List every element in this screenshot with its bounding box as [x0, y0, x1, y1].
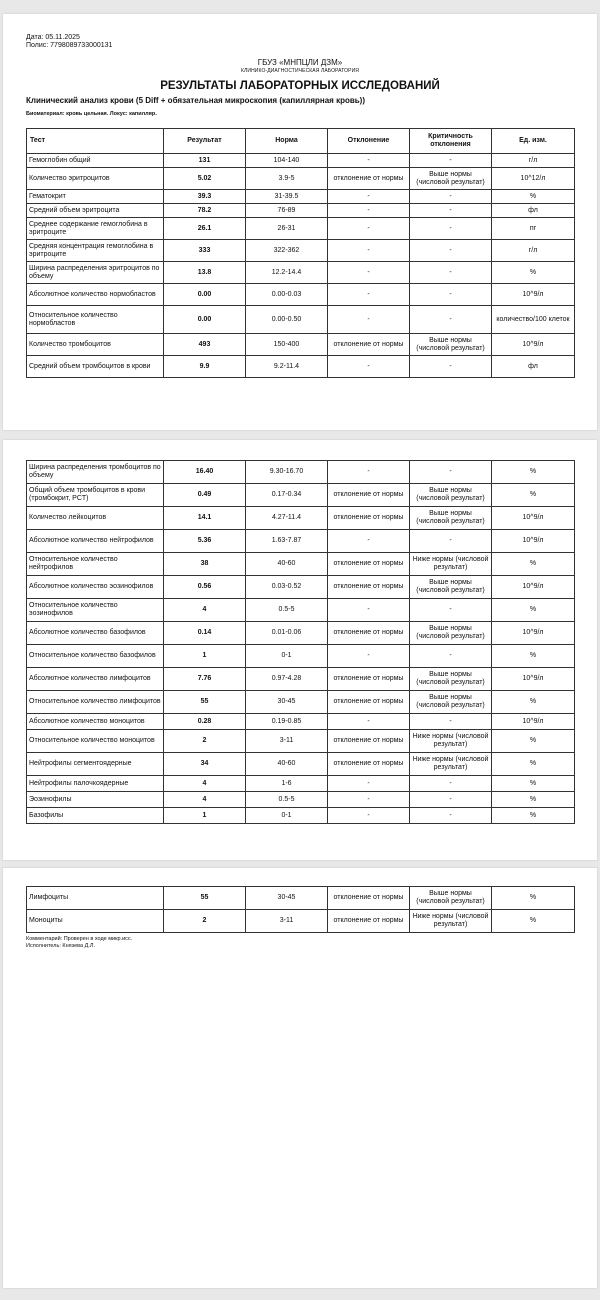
table-row — [27, 753, 575, 776]
cell-unit: % — [492, 887, 575, 910]
cell-unit: количество/100 клеток — [492, 306, 575, 334]
cell-norm: 0.5-5 — [246, 792, 328, 808]
table-row — [27, 714, 575, 730]
cell-criticality: - — [410, 792, 492, 808]
cell-norm: 0-1 — [246, 645, 328, 668]
cell-test-name: Абсолютное количество лимфоцитов — [27, 668, 164, 691]
table-row — [27, 204, 575, 218]
cell-norm: 3-11 — [246, 730, 328, 753]
cell-test-name: Абсолютное количество нейтрофилов — [27, 530, 164, 553]
cell-result: 0.14 — [164, 622, 246, 645]
cell-criticality: Выше нормы (числовой результат) — [410, 576, 492, 599]
table-row — [27, 154, 575, 168]
col-header-test: Тест — [27, 129, 164, 154]
cell-criticality: Выше нормы (числовой результат) — [410, 887, 492, 910]
cell-criticality: Выше нормы (числовой результат) — [410, 168, 492, 190]
cell-deviation: отклонение от нормы — [328, 168, 410, 190]
cell-result: 34 — [164, 753, 246, 776]
table-row — [27, 730, 575, 753]
cell-unit: 10^9/л — [492, 530, 575, 553]
cell-result: 38 — [164, 553, 246, 576]
cell-deviation: - — [328, 218, 410, 240]
cell-norm: 150-400 — [246, 334, 328, 356]
report-date: Дата: 05.11.2025 — [26, 34, 80, 41]
cell-unit: фл — [492, 356, 575, 378]
cell-deviation: - — [328, 599, 410, 622]
cell-deviation: отклонение от нормы — [328, 484, 410, 507]
table-row — [27, 776, 575, 792]
cell-unit: 10^9/л — [492, 576, 575, 599]
cell-result: 4 — [164, 776, 246, 792]
cell-result: 131 — [164, 154, 246, 168]
cell-test-name: Моноциты — [27, 910, 164, 933]
col-header-criticality: Критичность отклонения — [410, 129, 492, 154]
cell-criticality: Выше нормы (числовой результат) — [410, 484, 492, 507]
cell-deviation: - — [328, 154, 410, 168]
table-row — [27, 168, 575, 190]
cell-deviation: - — [328, 792, 410, 808]
cell-test-name: Количество эритроцитов — [27, 168, 164, 190]
cell-criticality: Выше нормы (числовой результат) — [410, 691, 492, 714]
cell-criticality: Выше нормы (числовой результат) — [410, 507, 492, 530]
cell-criticality: - — [410, 218, 492, 240]
cell-result: 78.2 — [164, 204, 246, 218]
cell-unit: % — [492, 599, 575, 622]
cell-unit: 10^9/л — [492, 714, 575, 730]
cell-test-name: Абсолютное количество базофилов — [27, 622, 164, 645]
table-row — [27, 218, 575, 240]
table-row — [27, 887, 575, 910]
col-header-norm: Норма — [246, 129, 328, 154]
cell-criticality: - — [410, 190, 492, 204]
cell-test-name: Нейтрофилы палочкоядерные — [27, 776, 164, 792]
cell-criticality: - — [410, 714, 492, 730]
cell-test-name: Абсолютное количество моноцитов — [27, 714, 164, 730]
cell-deviation: отклонение от нормы — [328, 887, 410, 910]
cell-criticality: - — [410, 204, 492, 218]
cell-norm: 0.00-0.03 — [246, 284, 328, 306]
cell-deviation: - — [328, 240, 410, 262]
col-header-unit: Ед. изм. — [492, 129, 575, 154]
organization-header — [3, 58, 597, 93]
cell-criticality: Ниже нормы (числовой результат) — [410, 753, 492, 776]
cell-result: 7.76 — [164, 668, 246, 691]
cell-norm: 26-31 — [246, 218, 328, 240]
cell-test-name: Относительное количество нейтрофилов — [27, 553, 164, 576]
cell-test-name: Относительное количество эозинофилов — [27, 599, 164, 622]
table-row — [27, 484, 575, 507]
cell-test-name: Среднее содержание гемоглобина в эритроците — [27, 218, 164, 240]
cell-test-name: Средний объем тромбоцитов в крови — [27, 356, 164, 378]
cell-deviation: отклонение от нормы — [328, 507, 410, 530]
cell-deviation: - — [328, 356, 410, 378]
results-table-page-2 — [26, 460, 575, 824]
cell-deviation: - — [328, 190, 410, 204]
executor-note: Исполнитель: Князева Д.Л. — [26, 943, 95, 949]
table-row — [27, 356, 575, 378]
cell-unit: % — [492, 691, 575, 714]
cell-deviation: - — [328, 262, 410, 284]
cell-result: 0.56 — [164, 576, 246, 599]
cell-norm: 3-11 — [246, 910, 328, 933]
cell-unit: % — [492, 792, 575, 808]
cell-norm: 0.5-5 — [246, 599, 328, 622]
cell-unit: 10^12/л — [492, 168, 575, 190]
cell-result: 1 — [164, 645, 246, 668]
cell-unit: г/л — [492, 154, 575, 168]
cell-result: 39.3 — [164, 190, 246, 204]
cell-result: 0.28 — [164, 714, 246, 730]
cell-result: 0.49 — [164, 484, 246, 507]
cell-test-name: Ширина распределения эритроцитов по объему — [27, 262, 164, 284]
cell-test-name: Ширина распределения тромбоцитов по объему — [27, 461, 164, 484]
cell-test-name: Абсолютное количество нормобластов — [27, 284, 164, 306]
cell-deviation: - — [328, 714, 410, 730]
table-row — [27, 910, 575, 933]
org-name: ГБУЗ «МНПЦЛИ ДЗМ» — [257, 58, 343, 67]
cell-result: 5.02 — [164, 168, 246, 190]
cell-deviation: отклонение от нормы — [328, 334, 410, 356]
cell-result: 5.36 — [164, 530, 246, 553]
cell-unit: % — [492, 645, 575, 668]
cell-criticality: Выше нормы (числовой результат) — [410, 334, 492, 356]
table-row — [27, 691, 575, 714]
cell-norm: 9.30-16.70 — [246, 461, 328, 484]
table-row — [27, 668, 575, 691]
cell-unit: 10^9/л — [492, 284, 575, 306]
cell-unit: % — [492, 753, 575, 776]
col-header-result: Результат — [164, 129, 246, 154]
table-row — [27, 530, 575, 553]
cell-criticality: - — [410, 599, 492, 622]
cell-unit: % — [492, 910, 575, 933]
cell-criticality: - — [410, 645, 492, 668]
cell-test-name: Средняя концентрация гемоглобина в эритроците — [27, 240, 164, 262]
cell-test-name: Гемоглобин общий — [27, 154, 164, 168]
cell-deviation: - — [328, 645, 410, 668]
cell-result: 14.1 — [164, 507, 246, 530]
cell-criticality: - — [410, 240, 492, 262]
table-row — [27, 240, 575, 262]
cell-criticality: Ниже нормы (числовой результат) — [410, 910, 492, 933]
cell-unit: % — [492, 553, 575, 576]
cell-deviation: отклонение от нормы — [328, 622, 410, 645]
cell-deviation: - — [328, 306, 410, 334]
table-row — [27, 622, 575, 645]
report-meta — [26, 34, 112, 50]
cell-criticality: Ниже нормы (числовой результат) — [410, 730, 492, 753]
cell-test-name: Нейтрофилы сегментоядерные — [27, 753, 164, 776]
cell-result: 1 — [164, 808, 246, 824]
report-title: РЕЗУЛЬТАТЫ ЛАБОРАТОРНЫХ ИССЛЕДОВАНИЙ — [160, 80, 440, 92]
table-row — [27, 461, 575, 484]
cell-norm: 0.01-0.06 — [246, 622, 328, 645]
report-page-1 — [3, 14, 597, 430]
cell-norm: 9.2-11.4 — [246, 356, 328, 378]
cell-norm: 3.9-5 — [246, 168, 328, 190]
cell-test-name: Относительное количество моноцитов — [27, 730, 164, 753]
cell-result: 55 — [164, 691, 246, 714]
cell-criticality: Ниже нормы (числовой результат) — [410, 553, 492, 576]
cell-deviation: отклонение от нормы — [328, 753, 410, 776]
cell-norm: 0.19-0.85 — [246, 714, 328, 730]
cell-criticality: - — [410, 262, 492, 284]
cell-norm: 30-45 — [246, 691, 328, 714]
cell-test-name: Общий объем тромбоцитов в крови (тромбокрит, PCT) — [27, 484, 164, 507]
table-row — [27, 645, 575, 668]
cell-test-name: Лимфоциты — [27, 887, 164, 910]
cell-norm: 0.97-4.28 — [246, 668, 328, 691]
biomaterial-info: Биоматериал: кровь цельная. Локус: капилляр. — [26, 111, 157, 117]
cell-test-name: Относительное количество нормобластов — [27, 306, 164, 334]
cell-norm: 104-140 — [246, 154, 328, 168]
cell-norm: 40-60 — [246, 553, 328, 576]
cell-test-name: Гематокрит — [27, 190, 164, 204]
cell-test-name: Количество тромбоцитов — [27, 334, 164, 356]
cell-test-name: Относительное количество лимфоцитов — [27, 691, 164, 714]
cell-unit: % — [492, 484, 575, 507]
results-table-page-3 — [26, 886, 575, 933]
cell-result: 16.40 — [164, 461, 246, 484]
cell-deviation: - — [328, 461, 410, 484]
cell-test-name: Относительное количество базофилов — [27, 645, 164, 668]
cell-result: 0.00 — [164, 306, 246, 334]
table-row — [27, 576, 575, 599]
cell-norm: 0-1 — [246, 808, 328, 824]
table-row — [27, 262, 575, 284]
cell-deviation: - — [328, 776, 410, 792]
table-row — [27, 190, 575, 204]
cell-test-name: Базофилы — [27, 808, 164, 824]
cell-result: 2 — [164, 910, 246, 933]
cell-deviation: - — [328, 204, 410, 218]
cell-norm: 30-45 — [246, 887, 328, 910]
cell-unit: 10^9/л — [492, 668, 575, 691]
policy-number: Полис: 7798089733000131 — [26, 42, 113, 49]
cell-norm: 31-39.5 — [246, 190, 328, 204]
cell-result: 26.1 — [164, 218, 246, 240]
cell-criticality: Выше нормы (числовой результат) — [410, 668, 492, 691]
cell-criticality: - — [410, 306, 492, 334]
cell-unit: % — [492, 461, 575, 484]
cell-deviation: - — [328, 808, 410, 824]
cell-deviation: отклонение от нормы — [328, 668, 410, 691]
cell-unit: % — [492, 776, 575, 792]
cell-test-name: Абсолютное количество эозинофилов — [27, 576, 164, 599]
cell-unit: % — [492, 808, 575, 824]
cell-deviation: отклонение от нормы — [328, 910, 410, 933]
cell-norm: 0.03-0.52 — [246, 576, 328, 599]
org-subtitle: КЛИНИКО-ДИАГНОСТИЧЕСКАЯ ЛАБОРАТОРИЯ — [241, 68, 359, 74]
cell-norm: 0.17-0.34 — [246, 484, 328, 507]
cell-result: 9.9 — [164, 356, 246, 378]
cell-deviation: отклонение от нормы — [328, 730, 410, 753]
cell-result: 493 — [164, 334, 246, 356]
table-row — [27, 284, 575, 306]
report-page-2 — [3, 440, 597, 860]
cell-norm: 4.27-11.4 — [246, 507, 328, 530]
cell-result: 2 — [164, 730, 246, 753]
cell-norm: 1.63-7.87 — [246, 530, 328, 553]
cell-test-name: Средний объем эритроцита — [27, 204, 164, 218]
comment-note: Комментарий: Проверен в ходе микр.исс. — [26, 936, 133, 942]
cell-result: 333 — [164, 240, 246, 262]
cell-criticality: - — [410, 808, 492, 824]
table-row — [27, 507, 575, 530]
cell-result: 4 — [164, 599, 246, 622]
col-header-deviation: Отклонение — [328, 129, 410, 154]
cell-unit: % — [492, 262, 575, 284]
cell-result: 4 — [164, 792, 246, 808]
cell-unit: пг — [492, 218, 575, 240]
cell-unit: г/л — [492, 240, 575, 262]
cell-criticality: - — [410, 461, 492, 484]
cell-result: 13.8 — [164, 262, 246, 284]
cell-unit: 10^9/л — [492, 507, 575, 530]
cell-deviation: отклонение от нормы — [328, 553, 410, 576]
table-row — [27, 792, 575, 808]
cell-criticality: Выше нормы (числовой результат) — [410, 622, 492, 645]
cell-deviation: отклонение от нормы — [328, 691, 410, 714]
table-row — [27, 553, 575, 576]
table-row — [27, 334, 575, 356]
cell-unit: 10^9/л — [492, 334, 575, 356]
cell-unit: % — [492, 730, 575, 753]
cell-criticality: - — [410, 284, 492, 306]
cell-deviation: отклонение от нормы — [328, 576, 410, 599]
cell-unit: 10^9/л — [492, 622, 575, 645]
cell-test-name: Количество лейкоцитов — [27, 507, 164, 530]
cell-norm: 322-362 — [246, 240, 328, 262]
table-header-row — [27, 129, 575, 154]
cell-deviation: - — [328, 284, 410, 306]
cell-result: 55 — [164, 887, 246, 910]
cell-result: 0.00 — [164, 284, 246, 306]
table-row — [27, 599, 575, 622]
table-row — [27, 808, 575, 824]
results-table-page-1 — [26, 128, 575, 378]
cell-criticality: - — [410, 530, 492, 553]
cell-deviation: - — [328, 530, 410, 553]
cell-criticality: - — [410, 776, 492, 792]
table-row — [27, 306, 575, 334]
cell-criticality: - — [410, 356, 492, 378]
cell-unit: фл — [492, 204, 575, 218]
cell-norm: 12.2-14.4 — [246, 262, 328, 284]
cell-norm: 1-6 — [246, 776, 328, 792]
cell-norm: 0.00-0.50 — [246, 306, 328, 334]
analysis-title: Клинический анализ крови (5 Diff + обязательная микроскопия (капиллярная кровь)) — [26, 96, 366, 105]
report-page-3 — [3, 868, 597, 1288]
cell-criticality: - — [410, 154, 492, 168]
cell-norm: 76-89 — [246, 204, 328, 218]
cell-unit: % — [492, 190, 575, 204]
cell-test-name: Эозинофилы — [27, 792, 164, 808]
cell-norm: 40-60 — [246, 753, 328, 776]
